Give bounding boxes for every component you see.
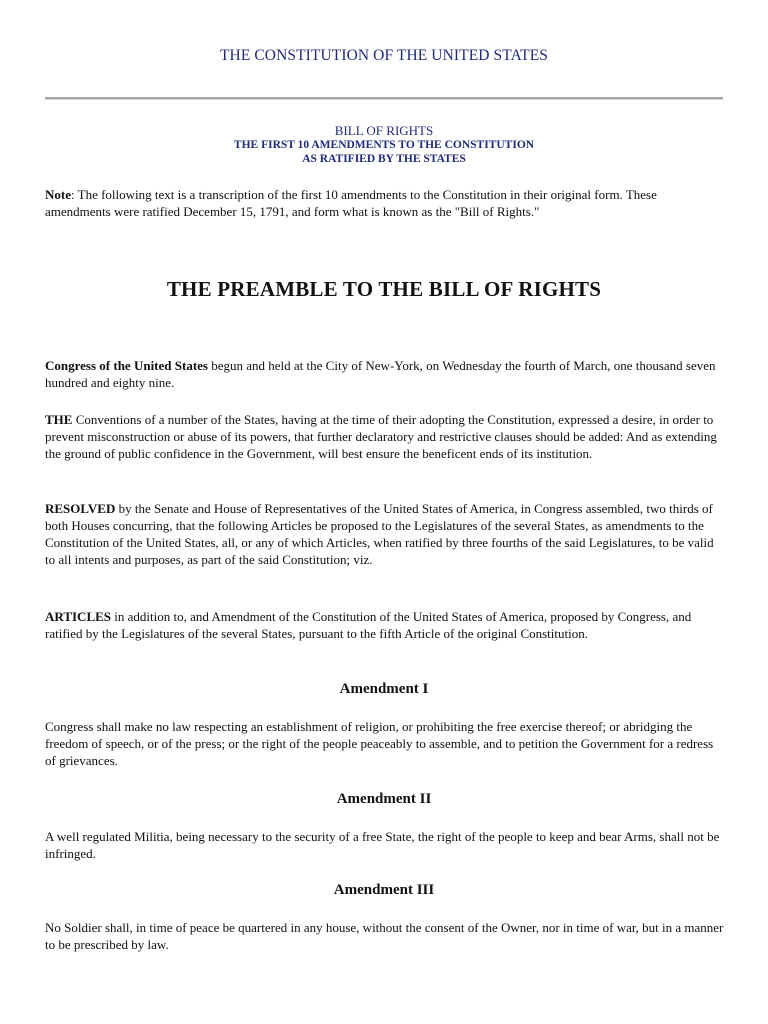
preamble-p2-lead: THE — [45, 412, 73, 427]
amendment-heading: Amendment II — [336, 791, 432, 807]
amendment-heading: Amendment III — [333, 882, 435, 898]
bill-of-rights-title: BILL OF RIGHTS — [334, 123, 434, 138]
note-text: : The following text is a transcription of the first 10 amendments to the Constitution in their original form. These amendments were ratified December 15, 1791, and form what is known as the "Bill of Rights." — [45, 187, 657, 219]
bill-of-rights-subtitle-1: THE FIRST 10 AMENDMENTS TO THE CONSTITUTION — [233, 139, 535, 151]
preamble-paragraph-4 — [45, 608, 725, 642]
preamble-p1-text: begun and held at the City of New-York, on Wednesday the fourth of March, one thousand seven hundred and eighty nine. — [45, 358, 716, 390]
amendment-text: A well regulated Militia, being necessary to the security of a free State, the right of the people to keep and bear Arms, shall not be infringed. — [45, 829, 720, 861]
preamble-p4-text: in addition to, and Amendment of the Constitution of the United States of America, proposed by Congress, and ratified by the Legislatures of the several States, pursuant to the fifth Article of the original Constitution. — [45, 609, 692, 641]
amendment-text: No Soldier shall, in time of peace be quartered in any house, without the consent of the Owner, nor in time of war, but in a manner to be prescribed by law. — [45, 920, 724, 952]
amendment-heading: Amendment I — [339, 681, 429, 697]
preamble-title: THE PREAMBLE TO THE BILL OF RIGHTS — [166, 277, 602, 301]
preamble-paragraph-2 — [45, 411, 725, 462]
preamble-p3-text: by the Senate and House of Representatives of the United States of America, in Congress assembled, two thirds of both Houses concurring, that the following Articles be proposed to the Legislatures of the several States, as amendments to the Constitution of the United States, all, or any of which Articles, when ratified by three fourths of the said Legislatures, to be valid to all intents and purposes, as part of the said Constitution; viz. — [45, 501, 714, 567]
note-paragraph — [45, 186, 725, 220]
preamble-paragraph-1 — [45, 357, 725, 391]
preamble-p2-text: Conventions of a number of the States, having at the time of their adopting the Constitution, expressed a desire, in order to prevent misconstruction or abuse of its powers, that further declaratory and restrictive clauses should be added: And as extending the ground of public confidence in the Government, will best ensure the beneficent ends of its institution. — [45, 412, 717, 461]
note-label: Note — [45, 187, 71, 202]
preamble-p4-lead: ARTICLES — [45, 609, 112, 624]
preamble-paragraph-3 — [45, 500, 725, 568]
preamble-p3-lead: RESOLVED — [45, 501, 116, 516]
site-title: THE CONSTITUTION OF THE UNITED STATES — [219, 47, 549, 64]
amendment-text: Congress shall make no law respecting an establishment of religion, or prohibiting the free exercise thereof; or abridging the freedom of speech, or of the press; or the right of the people peaceably to assemble, and to petition the Government for a redress of grievances. — [45, 719, 714, 768]
preamble-p1-lead: Congress of the United States — [45, 358, 208, 373]
horizontal-rule — [45, 97, 723, 100]
bill-of-rights-subtitle-2: AS RATIFIED BY THE STATES — [302, 153, 466, 165]
bill-of-rights-header — [0, 123, 768, 166]
